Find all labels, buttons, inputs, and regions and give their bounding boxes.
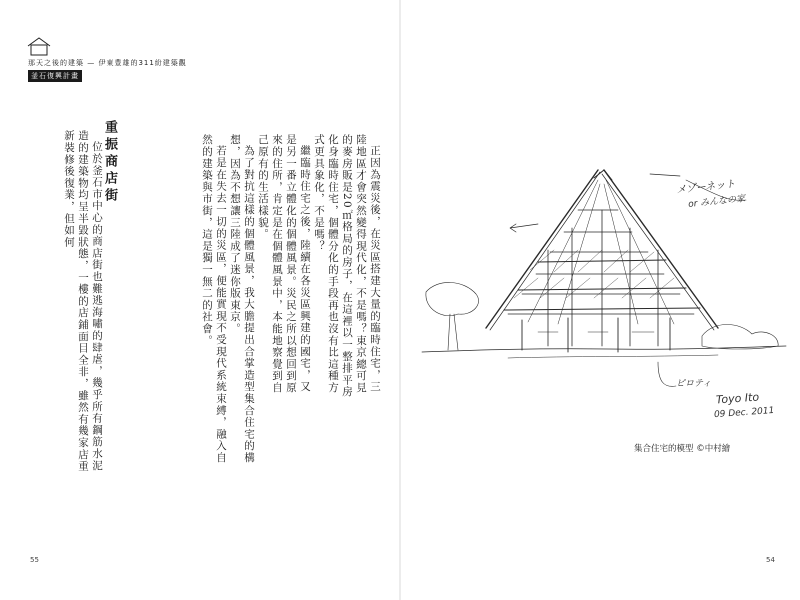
paragraph: 正因為震災後，在災區搭建大量的臨時住宅，三陸地區才會突然變得現代化，不是嗎？東京總可見的麥房販是20㎡格局的房子，在這裡以一整排平房化身臨時住宅，個體分化的手段再也沒有比這種方式更具象化，不是嗎？ — [313, 134, 381, 398]
sketch-signature-date: 09 Dec. 2011 — [713, 405, 775, 421]
page-number-right: 54 — [766, 556, 775, 564]
chapter-tag: 釜石復興計畫 — [28, 70, 82, 82]
paragraph: 繼臨時住宅之後，陸續在各災區興建的國宅，又是另一番立體化的個體風景。災民之所以想回到原來的住所，肯定是在個體風景中，本能地察覺到自己原有的生活樣貌。 — [257, 134, 311, 394]
house-icon — [26, 36, 52, 56]
paragraph: 若是在失去一切的災區，便能實現不受現代系統束縛，融入自然的建築與市街，這是獨一無二的社會。 — [201, 134, 227, 464]
book-title: 那天之後的建築 — 伊東豊雄的311紛建築觀 — [28, 59, 187, 67]
page-number-left: 55 — [30, 556, 39, 564]
section-heading: 重振商店街 — [102, 120, 117, 205]
body-text-lower — [62, 130, 104, 475]
sketch-annotation-top-secondary: or みんなの家 — [687, 194, 746, 210]
body-text-upper-first — [256, 134, 382, 404]
sketch-signature: Toyo Ito — [715, 390, 760, 407]
sketch-annotation-bottom: ピロティ — [676, 379, 712, 389]
body-text-upper-second — [200, 134, 256, 469]
figure-caption: 集合住宅的模型 ©中村繪 — [634, 444, 731, 454]
sketch-annotation-top: メゾーネット — [675, 178, 736, 197]
paragraph: 為了對抗這樣的個體風景，我大膽提出合掌造型集合住宅的構想，因為不想讓三陸成了迷你版東京。 — [229, 134, 255, 464]
paragraph: 位於釜石市中心的商店街也難逃海嘯的肆虐，幾乎所有鋼筋水泥造的建築物均呈半毀狀態，一樓的店鋪面目全非，雖然有幾家店重新裝修後復業，但如何 — [63, 130, 103, 473]
page-gutter — [399, 0, 401, 600]
